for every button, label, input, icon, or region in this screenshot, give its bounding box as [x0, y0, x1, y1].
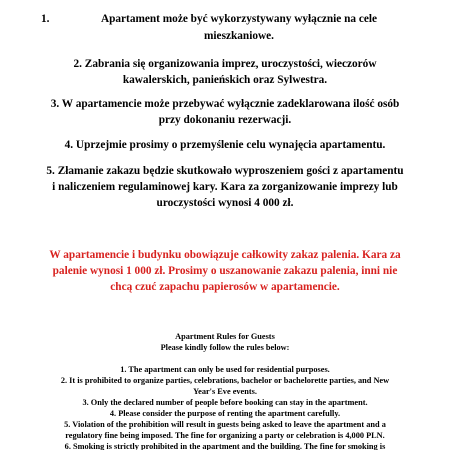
rule-2-line-2: kawalerskich, panieńskich oraz Sylwestra. — [122, 74, 328, 86]
smoking-notice-line-2: palenie wynosi 1 000 zł. Prosimy o uszanowanie zakazu palenia, inni nie — [52, 265, 398, 277]
english-rule-line-4: 3. Only the declared number of people before booking can stay in the apartment. — [82, 398, 368, 407]
rule-5-line-3: uroczystości wynosi 4 000 zł. — [156, 197, 294, 209]
rule-2-line-1: 2. Zabrania się organizowania imprez, uroczystości, wieczorów — [73, 58, 377, 70]
rule-5-line-2: i naliczeniem regulaminowej kary. Kara za zorganizowanie imprezy lub — [52, 181, 398, 193]
rule-5-line-1: 5. Złamanie zakazu będzie skutkowało wyproszeniem gości z apartamentu — [46, 165, 404, 177]
rule-1-text — [94, 11, 384, 45]
english-rule-line-6: 5. Violation of the prohibition will result in guests being asked to leave the apartment and a — [64, 420, 386, 429]
english-rule-line-5: 4. Please consider the purpose of renting the apartment carefully. — [109, 409, 341, 418]
smoking-notice-line-3: chcą czuć zapachu papierosów w apartamencie. — [110, 281, 340, 293]
english-rule-line-3: Year's Eve events. — [193, 387, 257, 396]
rule-3-line-2: przy dokonaniu rezerwacji. — [158, 114, 292, 126]
smoking-notice-line-1: W apartamencie i budynku obowiązuje całkowity zakaz palenia. Kara za — [49, 249, 401, 261]
english-rule-line-2: 2. It is prohibited to organize parties, celebrations, bachelor or bachelorette parties, and New — [60, 376, 390, 385]
rule-1-line-2: mieszkaniowe. — [204, 30, 274, 42]
english-rules-title: Apartment Rules for Guests — [175, 332, 275, 341]
rule-3-line-1: 3. W apartamencie może przebywać wyłącznie zadeklarowana ilość osób — [50, 98, 400, 110]
rule-1-line-1: Apartament może być wykorzystywany wyłącznie na cele — [100, 13, 378, 25]
english-rule-line-7: regulatory fine being imposed. The fine for organizing a party or celebration is 4,000 PLN. — [65, 431, 385, 440]
english-rule-line-1: 1. The apartment can only be used for residential purposes. — [120, 365, 330, 374]
english-rules-subtitle: Please kindly follow the rules below: — [160, 343, 290, 352]
rule-4-line-1: 4. Uprzejmie prosimy o przemyślenie celu wynajęcia apartamentu. — [64, 139, 386, 151]
rule-1-number: 1. — [41, 13, 50, 25]
english-rule-line-8: 6. Smoking is strictly prohibited in the apartment and the building. The fine for smoking is — [64, 442, 386, 450]
